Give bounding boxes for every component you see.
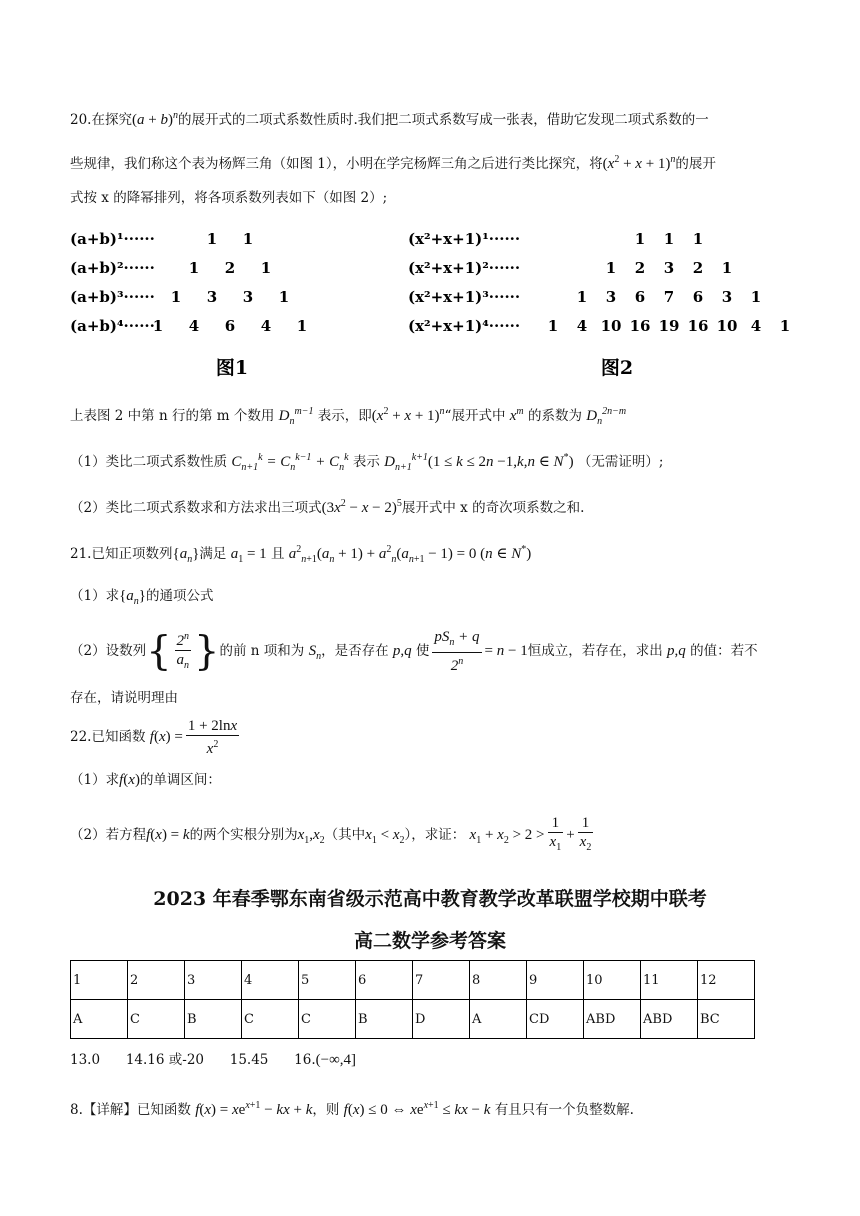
formula-fx: f(x) [119,772,140,788]
fig1-coef: 1 [152,317,164,335]
answer-table-row-choices [71,1000,755,1039]
q21-stem-text-b: 满足 [199,546,227,562]
q21-p2-text-c: ，是否存在 [321,643,389,659]
q21-stem [70,540,531,570]
fig2-coef: 1 [750,288,762,306]
fig2-coef: 3 [721,288,733,306]
q20-intro-text-b: 的展开式的二项式系数性质时.我们把二项式系数写成一张表，借助它发现二项式系数的一 [177,112,709,128]
fig2-coef: 6 [634,288,646,306]
answers-title: 2023 年春季鄂东南省级示范高中教育教学改革联盟学校期中联考 [153,888,707,910]
fig2-coef: 1 [663,230,675,248]
fig1-coef: 1 [242,230,254,248]
formula-x2-x-1-n: $(x^2 + x + 1)^n$ [602,154,676,172]
figure-1 [70,230,307,379]
answer-choice-3: B [185,1000,242,1039]
formula-fx-def: f(x) = [149,729,183,745]
answer-choice-12: BC [698,1000,755,1039]
fig2-row-label-1: (x²+x+1)¹······ [408,230,521,248]
formula-inequality: $x_1 + x_2 > 2$ > [469,827,545,846]
q20-part2 [70,494,584,518]
q20-def-text-a: 上表图 2 中第 n 行的第 m 个数用 [70,408,275,424]
formula-an: $\{a_n\}$ [172,546,200,565]
q21-p2-text-f: 的值：若不 [690,643,758,659]
fig2-coef: 19 [658,317,680,335]
fig2-row-label-2: (x²+x+1)²······ [408,259,521,277]
fig2-coef: 1 [721,259,733,277]
fig2-coef: 4 [750,317,762,335]
answer-number-11: 11 [641,961,698,1000]
q21-part1 [70,586,214,612]
q22-p2-text-c: （其中 [324,827,366,843]
answer-number-4: 4 [242,961,299,1000]
fig2-coef: 2 [634,259,646,277]
answer-choice-8: A [470,1000,527,1039]
fig1-coef: 1 [278,288,290,306]
q21-p1-text-b: 的通项公式 [146,588,214,604]
fraction-1-x2: $\frac{1}{x_2}$ [579,815,592,853]
fill-answer-15: 15.45 [229,1052,269,1068]
fig1-row-label-3: (a+b)³······ [70,288,155,306]
formula-Sn: $S_n$ [308,643,322,662]
fig1-caption: 图1 [215,357,249,379]
formula-x-m: $x^m$ [509,406,524,424]
fig1-coef: 1 [170,288,182,306]
answer-number-1: 1 [71,961,128,1000]
fig2-coef: 1 [547,317,559,335]
fig1-coef: 3 [242,288,254,306]
answer-choice-9: CD [527,1000,584,1039]
fig2-coef: 1 [576,288,588,306]
answer-number-9: 9 [527,961,584,1000]
q20-intro-text-a: 20.在探究 [70,112,132,128]
q20-p2-text-b: 展开式中 x 的奇次项系数之和. [401,500,585,516]
formula-binomial-property: $C_{n+1}^k = C_n^{k-1} + C_n^k$ [231,452,349,473]
fig2-coef: 7 [663,288,675,306]
left-brace: { [146,628,172,675]
answer-number-7: 7 [413,961,470,1000]
answer-choice-2: C [128,1000,185,1039]
answer-number-10: 10 [584,961,641,1000]
formula-n-minus-1: = n − 1 [484,643,528,659]
q20-line3: 式按 x 的降幂排列，将各项系数列表如下（如图 2）; [70,190,388,206]
formula-a1-eq-1: $a_1 = 1$ [230,546,267,565]
figure-2 [408,230,790,379]
q22-p2-text-b: 的两个实根分别为 [189,827,298,843]
detail-8-text-c: 有且只有一个负整数解. [494,1102,634,1118]
formula-p-q-b: p [667,643,675,659]
q22-p2-text-d: ），求证： [404,827,466,843]
fraction-lnx: $\frac{1 + 2\ln x}{x^2}$ [187,718,238,757]
fig2-coef: 2 [692,259,704,277]
detail-8 [70,1096,634,1120]
answer-choice-7: D [413,1000,470,1039]
formula-k-range: (1 ≤ k ≤ 2n −1,k,n ∈ N*) [427,452,574,470]
q20-line2 [70,150,716,174]
fig1-coef: 3 [206,288,218,306]
answer-choice-10: ABD [584,1000,641,1039]
q20-p1-text-a: （1）类比二项式系数性质 [70,454,228,470]
fig2-coef: 4 [576,317,588,335]
q20-line2-text-a: 些规律，我们称这个表为杨辉三角（如图 1），小明在学完杨辉三角之后进行类比探究，将 [70,156,603,172]
pascal-figures-svg [70,222,790,380]
q21-stem-text-c: 且 [270,546,285,562]
fig2-row-label-4: (x²+x+1)⁴······ [408,317,521,335]
detail-8-text-b: ，则 [312,1102,340,1118]
formula-D-n-2n-m: $D_n^{2n-m}$ [586,406,627,427]
fill-answers [70,1050,356,1070]
answer-number-3: 3 [185,961,242,1000]
fraction-1-x1: $\frac{1}{x_1}$ [549,815,562,853]
formula-fx-xe: $f(x) = xe^{x+1}$ − kx + k [195,1100,313,1118]
answer-number-5: 5 [299,961,356,1000]
formula-D-n-1-k-1: $D_{n+1}^{k+1}$ [384,452,428,473]
formula-an-b: $\{a_n\}$ [119,588,146,607]
formula-trinomial: $(3x^2 - x - 2)^5$ [321,498,402,516]
q22-p1-text-a: （1）求 [70,772,120,788]
formula-fx-eq-k: f(x) = k [146,827,190,843]
q22-part2: （2）若方程f(x) = k的两个实根分别为$x_1,x_2$（其中$x_1 < x_2$），求证： $x_1 + x_2 > 2$ > $\frac{1}{x_1}$ + $\frac{1}{x_2}$ [70,814,596,856]
fig2-coef: 16 [629,317,651,335]
q21-p1-text-a: （1）求 [70,588,120,604]
fig1-row-label-2: (a+b)²······ [70,259,155,277]
answer-number-6: 6 [356,961,413,1000]
q20-p1-text-c: （无需证明）; [577,454,664,470]
q20-p2-text-a: （2）类比二项式系数求和方法求出三项式 [70,500,322,516]
answer-number-8: 8 [470,961,527,1000]
q21-p2-text-e: 恒成立，若存在，求出 [527,643,663,659]
q22-stem-text-a: 22.已知函数 [70,729,146,745]
answer-choice-1: A [71,1000,128,1039]
answer-table [70,960,755,1039]
fig2-coef: 1 [692,230,704,248]
fig1-coef: 1 [296,317,308,335]
fill-answer-16: 16. [294,1052,316,1068]
q21-p2-text-b: 的前 n 项和为 [219,643,305,659]
fig1-coef: 2 [224,259,236,277]
fig2-coef: 10 [716,317,738,335]
fig2-coef: 1 [634,230,646,248]
fig2-row-label-3: (x²+x+1)³······ [408,288,521,306]
formula-p-q: p [392,643,401,659]
q22-part1 [70,770,221,790]
q20-def-text-c: “展开式中 [444,408,506,424]
answer-choice-6: B [356,1000,413,1039]
q22-p2-text-a: （2）若方程 [70,827,147,843]
fig1-row-label-4: (a+b)⁴······ [70,317,155,335]
answer-choice-4: C [242,1000,299,1039]
q22-stem [70,716,242,758]
formula-D-n-m-1: $D_n^{m-1}$ [278,406,314,427]
q20-part1 [70,448,663,478]
fill-answer-14: 14.16 或-20 [125,1052,204,1068]
fig2-coef: 3 [663,259,675,277]
fig1-coef: 6 [224,317,236,335]
q20-definition [70,402,626,432]
answer-choice-11: ABD [641,1000,698,1039]
fig2-coef: 10 [600,317,622,335]
fig1-coef: 4 [260,317,272,335]
answer-table-row-numbers [71,961,755,1000]
fig2-caption: 图2 [600,357,634,379]
fig1-coef: 1 [260,259,272,277]
detail-8-text-a: 8.【详解】已知函数 [70,1102,191,1118]
formula-x1-lt-x2: $x_1 < x_2$ [365,827,405,846]
fig2-coef: 1 [605,259,617,277]
fill-answer-13: 13.0 [70,1052,101,1068]
fig2-coef: 6 [692,288,704,306]
answers-subtitle: 高二数学参考答案 [353,930,506,952]
pascal-figures [70,222,790,380]
right-brace: } [194,628,220,675]
q21-p2-text-a: （2）设数列 [70,643,147,659]
fig2-coef: 16 [687,317,709,335]
q22-p1-text-b: 的单调区间： [139,772,221,788]
answer-choice-5: C [299,1000,356,1039]
answer-number-12: 12 [698,961,755,1000]
q20-p1-text-b: 表示 [352,454,380,470]
formula-recurrence: $a^2_{n+1}(a_n + 1) + a^2_n(a_{n+1} - 1) = 0$ (n ∈ N*) [288,544,532,565]
q20-line2-text-b: 的展开 [675,156,716,172]
q21-stem-text-a: 21.已知正项数列 [70,546,173,562]
formula-x1-x2: $x_1,x_2$ [297,827,325,846]
fig1-coef: 4 [188,317,200,335]
formula-interval: (−∞,4] [315,1052,357,1068]
formula-a-plus-b-n: $(a + b)^n$ [131,110,178,128]
fraction-2n-over-an: $\frac{2^n}{a_n}$ [175,628,192,675]
q21-part2-cont: 存在，请说明理由 [70,690,178,706]
fig1-row-label-1: (a+b)¹······ [70,230,155,248]
q20-intro [70,106,709,130]
fig1-coef: 1 [206,230,218,248]
fraction-pSn-q: $\frac{pS_n + q}{2^n}$ [434,629,480,674]
fig2-coef: 3 [605,288,617,306]
q21-p2-text-d: 使 [415,643,430,659]
fig1-coef: 1 [188,259,200,277]
formula-equivalence: f(x) ≤ 0 ⇔ $xe^{x+1}$ ≤ kx − k [343,1100,491,1118]
fig2-coef: 1 [779,317,790,335]
answer-number-2: 2 [128,961,185,1000]
q20-def-text-d: 的系数为 [527,408,582,424]
q20-def-text-b: 表示，即 [317,408,372,424]
formula-x2-x-1-n-b: $(x^2 + x + 1)^n$ [371,406,445,424]
q21-part2: （2）设数列{ $\frac{2^n}{a_n}$ }的前 n 项和为 $S_n$，是否存在 p,q 使 $\frac{pS_n + q}{2^n}$ = n − 1恒成立，若存在，求出 p,q 的值：若不 [70,628,758,675]
